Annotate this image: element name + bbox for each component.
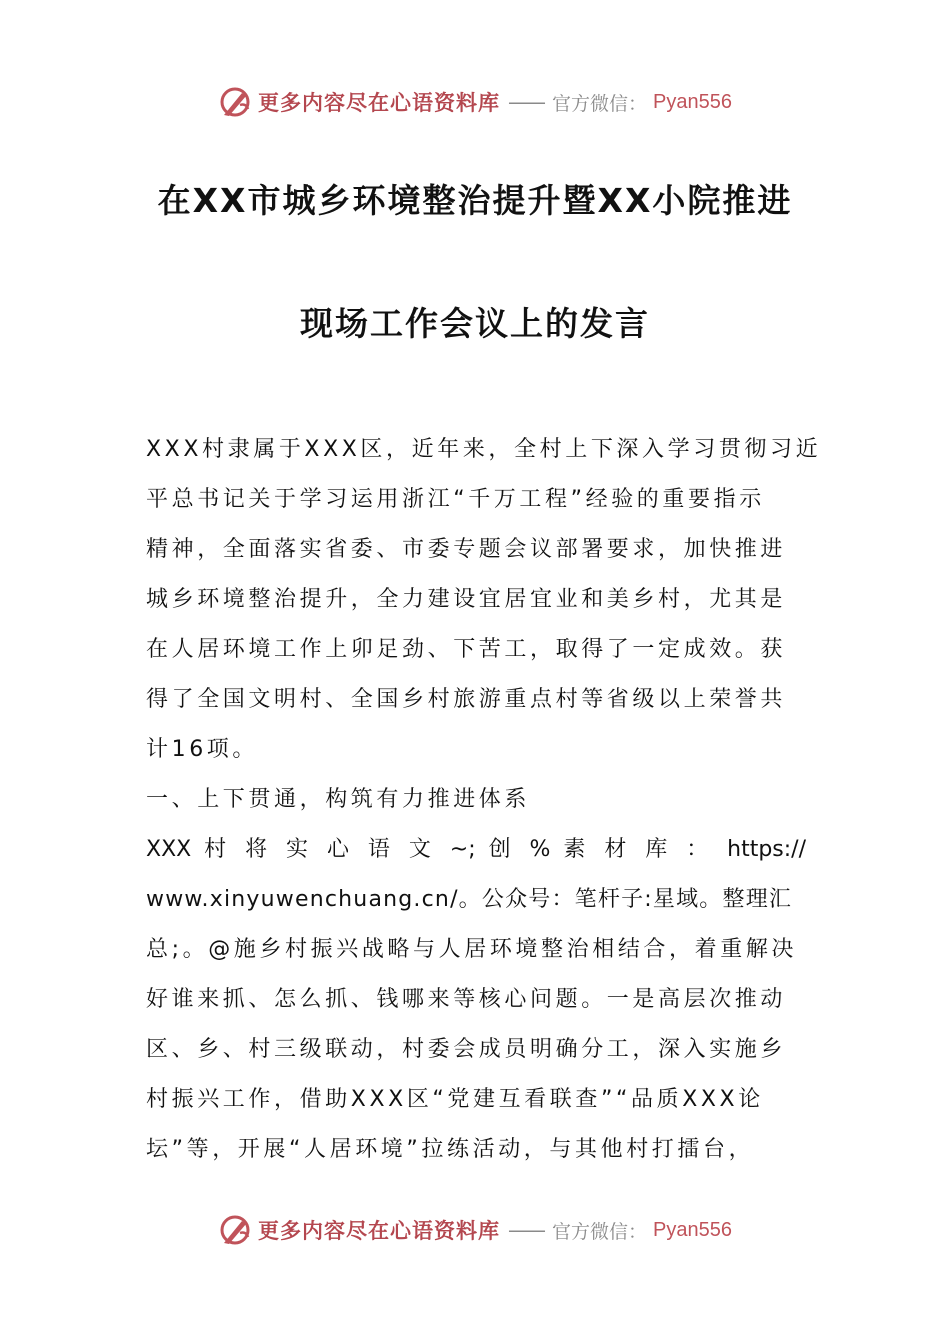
banner-wechat-id: Pyan556: [653, 90, 732, 113]
banner-text: 更多内容尽在心语资料库: [258, 90, 500, 115]
banner-text: 更多内容尽在心语资料库: [258, 1218, 500, 1243]
body-line: 平总书记关于学习运用浙江“千万工程”经验的重要指示: [146, 487, 765, 512]
body-line: www.xinyuwenchuang.cn/。公众号：笔杆子:星域。整理汇: [146, 887, 793, 912]
banner-separator: ——: [508, 1218, 544, 1242]
body-line: 村振兴工作，借助XXX区“党建互看联查”“品质XXX论: [146, 1087, 764, 1112]
pen-circle-logo-icon: [218, 85, 252, 119]
document-title-line-1: 在XX市城乡环境整治提升暨XX小院推进: [157, 181, 793, 220]
body-line: 坛”等，开展“人居环境”拉练活动，与其他村打擂台，: [146, 1137, 755, 1162]
header-watermark-banner: [0, 80, 950, 124]
body-line: 城乡环境整治提升，全力建设宜居宜业和美乡村，尤其是: [146, 587, 787, 612]
body-line: 区、乡、村三级联动，村委会成员明确分工，深入实施乡: [146, 1037, 787, 1062]
body-line: XXX村隶属于XXX区，近年来，全村上下深入学习贯彻习近: [146, 437, 822, 462]
body-line: 计16项。: [146, 737, 258, 762]
pen-circle-logo-icon: [218, 1213, 252, 1247]
document-title-line-2: 现场工作会议上的发言: [300, 304, 650, 343]
body-line: 精神，全面落实省委、市委专题会议部署要求，加快推进: [146, 537, 787, 562]
body-line: 在人居环境工作上卯足劲、下苦工，取得了一定成效。获: [146, 637, 787, 662]
body-line: 好谁来抓、怎么抓、钱哪来等核心问题。一是高层次推动: [146, 987, 787, 1012]
footer-watermark-banner: [0, 1208, 950, 1252]
banner-wechat-label: 官方微信：: [552, 1220, 648, 1243]
banner-separator: ——: [508, 90, 544, 114]
section-heading: 一、上下贯通，构筑有力推进体系: [146, 787, 531, 812]
body-line: XXX 村 将 实 心 语 文 ~; 创 % 素 材 库 ： https://: [146, 837, 806, 862]
body-line: 总;。@施乡村振兴战略与人居环境整治相结合，着重解决: [146, 937, 798, 962]
banner-wechat-label: 官方微信：: [552, 92, 648, 115]
banner-wechat-id: Pyan556: [653, 1218, 732, 1241]
document-body: [146, 425, 822, 1175]
body-line: 得了全国文明村、全国乡村旅游重点村等省级以上荣誉共: [146, 687, 787, 712]
